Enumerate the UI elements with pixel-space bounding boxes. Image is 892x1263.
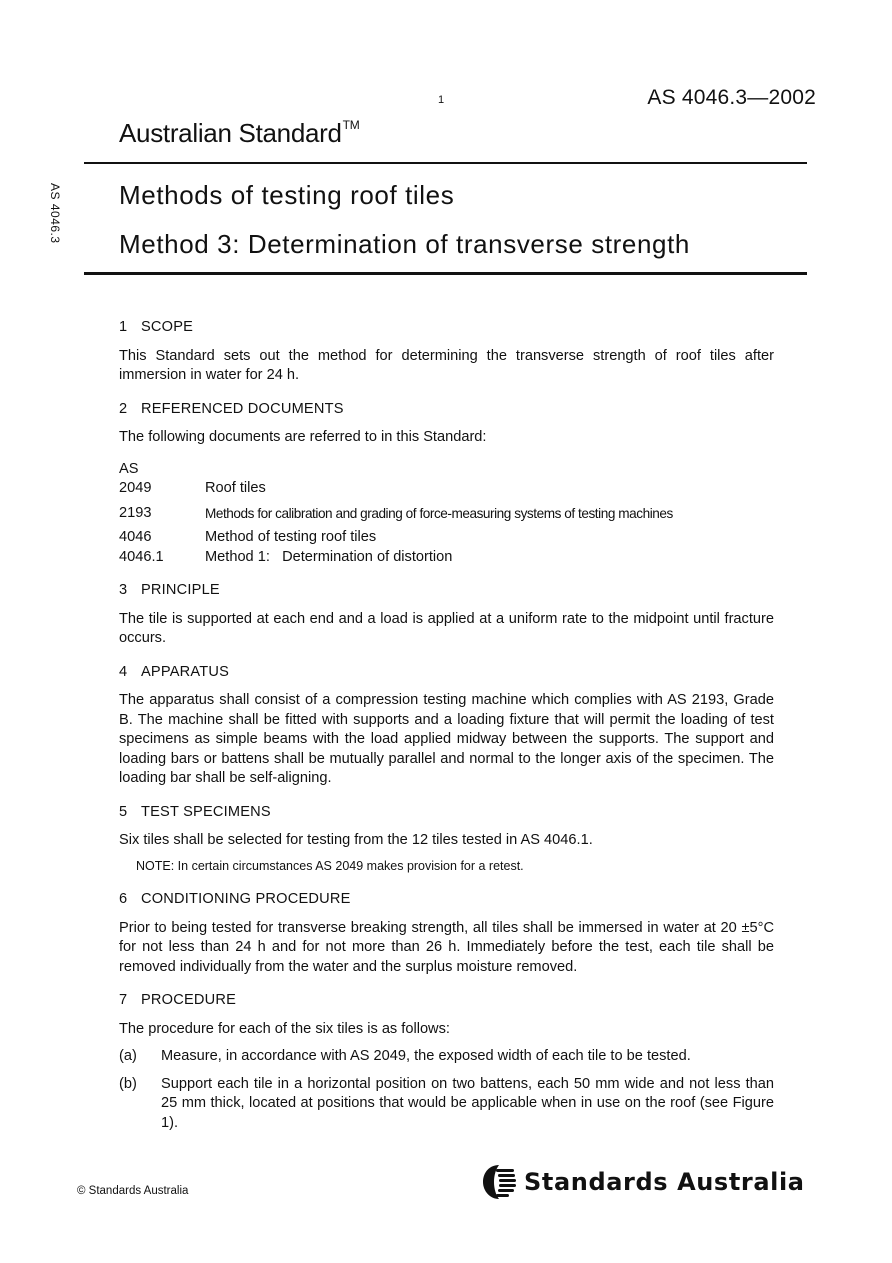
section-title: PRINCIPLE — [141, 582, 220, 598]
section-principle — [119, 581, 774, 649]
header-rule — [84, 162, 807, 164]
section-title: REFERENCED DOCUMENTS — [141, 400, 344, 417]
section-references — [119, 400, 774, 568]
section-paragraph: The procedure for each of the six tiles is as follows: — [119, 1020, 450, 1037]
document-subtitle: Method 3: Determination of transverse strength — [119, 229, 690, 259]
procedure-step — [119, 1047, 774, 1067]
reference-title: Roof tiles — [205, 480, 266, 496]
trademark-mark: TM — [342, 118, 360, 132]
brand-text: Australian Standard — [119, 118, 342, 148]
section-number: 6 — [119, 891, 128, 907]
step-marker: (b) — [119, 1075, 137, 1092]
section-heading — [119, 991, 774, 1011]
section-heading — [119, 890, 774, 910]
section-heading — [119, 803, 774, 823]
section-number: 5 — [119, 803, 128, 820]
section-test-specimens — [119, 803, 774, 877]
procedure-step — [119, 1075, 774, 1134]
document-body — [119, 318, 774, 1147]
reference-code: 4046.1 — [119, 548, 164, 565]
section-number: 2 — [119, 400, 128, 417]
reference-item — [119, 479, 774, 499]
section-number: 3 — [119, 582, 128, 598]
brand-title — [119, 118, 359, 149]
section-title: CONDITIONING PROCEDURE — [141, 891, 351, 907]
reference-item — [119, 548, 774, 568]
page-number: 1 — [438, 94, 445, 106]
section-paragraph: The tile is supported at each end and a load is applied at a uniform rate to the midpoint until fracture occurs. — [119, 610, 774, 646]
reference-list — [119, 460, 774, 568]
reference-prefix: AS — [119, 460, 139, 477]
section-heading — [119, 663, 774, 683]
reference-title: Methods for calibration and grading of force-measuring systems of testing machines — [205, 505, 673, 521]
section-title: PROCEDURE — [141, 992, 237, 1008]
reference-title: Method of testing roof tiles — [205, 529, 377, 545]
standards-australia-globe-icon — [482, 1164, 516, 1200]
section-title: SCOPE — [141, 319, 194, 335]
section-heading — [119, 581, 774, 601]
section-paragraph: Prior to being tested for transverse breaking strength, all tiles shall be immersed in water at 20 ±5°C for not less than 24 h and for not more than 26 h. Immediately before the test, each tile shall be removed individually from the water and the surplus moisture removed. — [119, 919, 774, 975]
section-number: 4 — [119, 663, 128, 680]
section-paragraph: The apparatus shall consist of a compression testing machine which complies with AS 2193, Grade B. The machine shall be fitted with supports and a loading fixture that will permit the loading of test specimens as simple beams with the load applied midway between the supports. The support and loading bars or battens shall be mutually parallel and normal to the longer axis of the specimen. The loading bar shall be self-aligning. — [119, 692, 774, 786]
reference-code: 2049 — [119, 480, 152, 496]
reference-code: 4046 — [119, 529, 152, 545]
section-scope — [119, 318, 774, 386]
section-note: NOTE: In certain circumstances AS 2049 makes provision for a retest. — [136, 858, 524, 873]
standards-australia-logo — [482, 1164, 805, 1200]
step-text: Measure, in accordance with AS 2049, the exposed width of each tile to be tested. — [161, 1048, 691, 1064]
logo-text: Standards Australia — [524, 1168, 805, 1196]
section-paragraph: The following documents are referred to in this Standard: — [119, 429, 487, 445]
section-title: APPARATUS — [141, 663, 230, 680]
section-procedure — [119, 991, 774, 1133]
step-text: Support each tile in a horizontal position on two battens, each 50 mm wide and not less than 25 mm thick, located at positions that would be applicable when in use on the roof (see Figure 1). — [161, 1075, 774, 1131]
section-paragraph: This Standard sets out the method for determining the transverse strength of roof tiles after immersion in water for 24 h. — [119, 347, 774, 383]
reference-code: 2193 — [119, 504, 152, 521]
section-heading — [119, 400, 774, 420]
section-title: TEST SPECIMENS — [141, 803, 271, 820]
copyright-notice: © Standards Australia — [77, 1185, 189, 1197]
reference-item — [119, 504, 774, 524]
reference-item — [119, 528, 774, 548]
section-paragraph: Six tiles shall be selected for testing from the 12 tiles tested in AS 4046.1. — [119, 832, 593, 848]
section-apparatus — [119, 663, 774, 789]
title-rule — [84, 272, 807, 275]
section-heading — [119, 318, 774, 338]
reference-title: Method 1: Determination of distortion — [205, 548, 453, 565]
step-marker: (a) — [119, 1048, 137, 1064]
section-number: 7 — [119, 992, 128, 1008]
standard-code: AS 4046.3—2002 — [647, 86, 816, 109]
side-standard-code: AS 4046.3 — [48, 183, 62, 244]
section-number: 1 — [119, 319, 128, 335]
document-title: Methods of testing roof tiles — [119, 180, 455, 210]
section-conditioning — [119, 890, 774, 977]
